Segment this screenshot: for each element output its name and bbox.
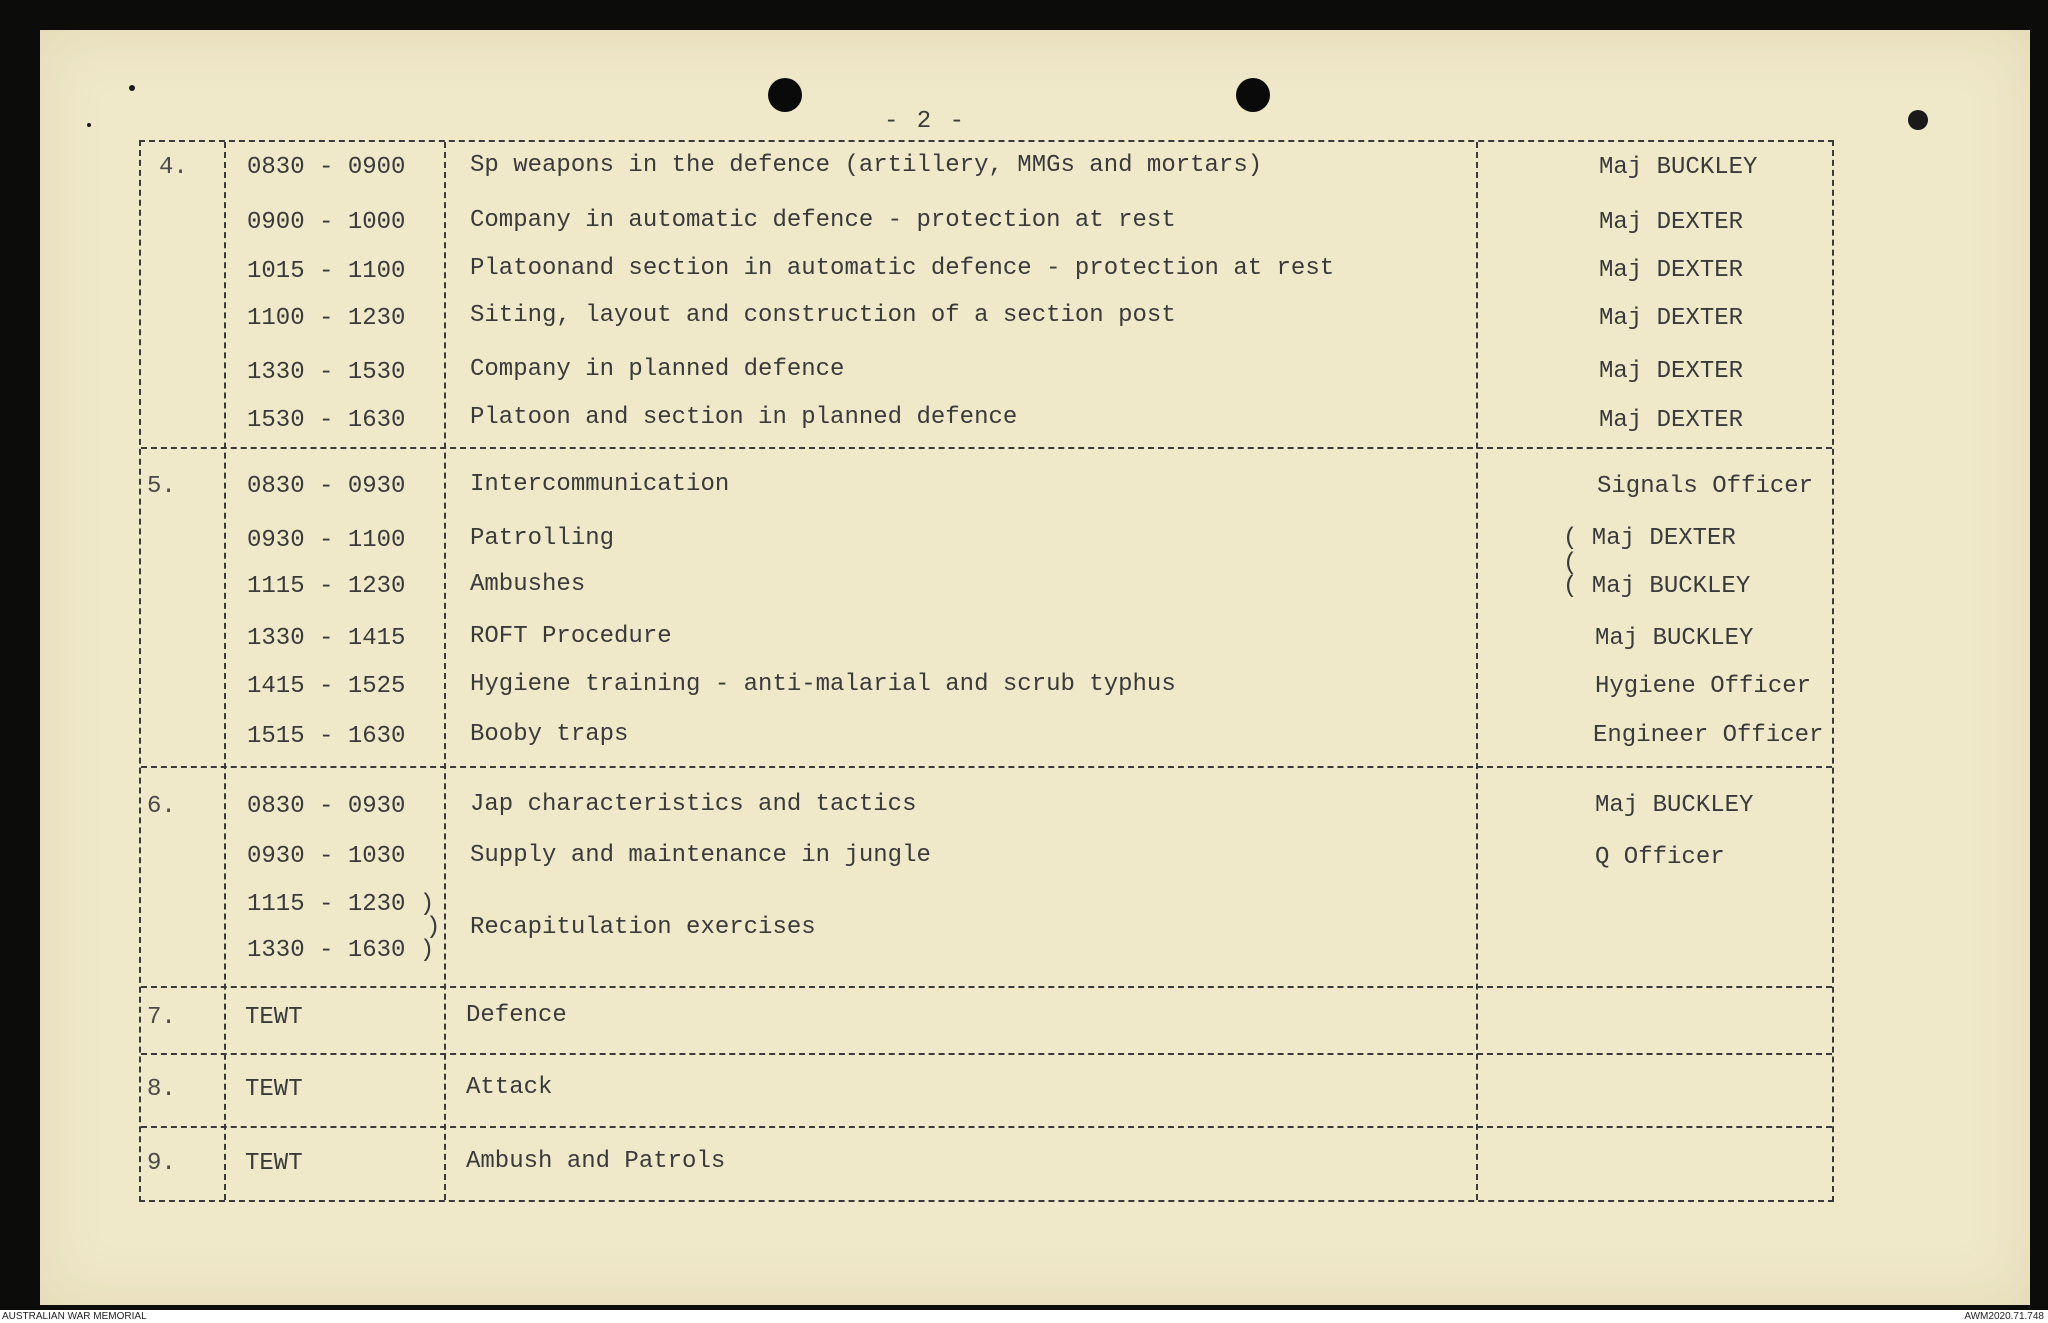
- session-time: 1015 - 1100: [247, 258, 406, 285]
- session-subject: Recapitulation exercises: [470, 914, 816, 941]
- session-time: 0830 - 0930: [247, 473, 406, 500]
- session-subject: ROFT Procedure: [470, 623, 672, 650]
- session-subject: Platoon and section in planned defence: [470, 404, 1018, 431]
- session-subject: Jap characteristics and tactics: [470, 791, 917, 818]
- session-instructor: Maj DEXTER: [1599, 209, 1744, 236]
- session-time: 1330 - 1630 ): [247, 937, 435, 964]
- session-subject: Patrolling: [470, 525, 615, 552]
- session-instructor: ( Maj BUCKLEY: [1563, 573, 1751, 600]
- session-subject: Intercommunication: [470, 471, 730, 498]
- session-time: TEWT: [245, 1004, 303, 1031]
- bracket-glyph: (: [1563, 550, 1578, 577]
- session-time: 0930 - 1100: [247, 527, 406, 554]
- session-time: 1100 - 1230: [247, 305, 406, 332]
- session-time: TEWT: [245, 1076, 303, 1103]
- session-time: TEWT: [245, 1150, 303, 1177]
- session-instructor: Engineer Officer: [1593, 722, 1824, 749]
- row-divider: [141, 986, 1832, 988]
- day-number: 9.: [147, 1150, 176, 1177]
- session-subject: Attack: [466, 1074, 553, 1101]
- row-divider: [141, 447, 1832, 449]
- paper-speck: [129, 85, 135, 91]
- session-subject: Company in automatic defence - protection at rest: [470, 207, 1176, 234]
- session-instructor: Maj DEXTER: [1599, 257, 1744, 284]
- session-instructor: Maj DEXTER: [1599, 407, 1744, 434]
- day-number: 6.: [147, 793, 176, 820]
- session-instructor: ( Maj DEXTER: [1563, 525, 1736, 552]
- session-instructor: Q Officer: [1595, 844, 1725, 871]
- session-time: 1330 - 1530: [247, 359, 406, 386]
- punch-hole-left: [768, 78, 802, 112]
- session-subject: Supply and maintenance in jungle: [470, 842, 931, 869]
- row-divider: [141, 766, 1832, 768]
- day-number: 7.: [147, 1004, 176, 1031]
- column-divider: [444, 142, 446, 1200]
- session-subject: Booby traps: [470, 721, 629, 748]
- session-subject: Ambush and Patrols: [466, 1148, 726, 1175]
- paper-tear-mark: [1908, 110, 1928, 130]
- row-divider: [141, 1053, 1832, 1055]
- day-number: 8.: [147, 1076, 176, 1103]
- day-number: 5.: [147, 473, 176, 500]
- session-subject: Siting, layout and construction of a section post: [470, 302, 1176, 329]
- session-time: 1115 - 1230: [247, 573, 406, 600]
- day-number: 4.: [159, 154, 188, 181]
- column-divider: [224, 142, 226, 1200]
- session-instructor: Maj DEXTER: [1599, 305, 1744, 332]
- training-schedule-table: [139, 140, 1834, 1202]
- row-divider: [141, 1126, 1832, 1128]
- footer-accession-number: AWM2020.71.748: [1964, 1311, 2044, 1322]
- session-time: 1115 - 1230 ): [247, 891, 435, 918]
- session-time: 1530 - 1630: [247, 407, 406, 434]
- session-instructor: Signals Officer: [1597, 473, 1814, 500]
- session-instructor: Maj BUCKLEY: [1599, 154, 1758, 181]
- session-subject: Sp weapons in the defence (artillery, MMGs and mortars): [470, 152, 1263, 179]
- session-subject: Ambushes: [470, 571, 586, 598]
- session-time: 0930 - 1030: [247, 843, 406, 870]
- session-subject: Defence: [466, 1002, 567, 1029]
- paper-speck: [87, 123, 91, 127]
- session-instructor: Maj BUCKLEY: [1595, 625, 1754, 652]
- column-divider: [1476, 142, 1478, 1200]
- session-time: 0830 - 0930: [247, 793, 406, 820]
- session-instructor: Maj BUCKLEY: [1595, 792, 1754, 819]
- session-time: 1415 - 1525: [247, 673, 406, 700]
- session-time: 0830 - 0900: [247, 154, 406, 181]
- bracket-glyph: ): [426, 914, 441, 941]
- page-number: - 2 -: [884, 108, 967, 135]
- session-subject: Hygiene training - anti-malarial and scrub typhus: [470, 671, 1176, 698]
- session-instructor: Maj DEXTER: [1599, 358, 1744, 385]
- punch-hole-right: [1236, 78, 1270, 112]
- session-time: 1330 - 1415: [247, 625, 406, 652]
- session-time: 1515 - 1630: [247, 723, 406, 750]
- footer-institution: AUSTRALIAN WAR MEMORIAL: [2, 1311, 147, 1322]
- session-instructor: Hygiene Officer: [1595, 673, 1812, 700]
- session-subject: Platoonand section in automatic defence - protection at rest: [470, 255, 1335, 282]
- session-subject: Company in planned defence: [470, 356, 845, 383]
- session-time: 0900 - 1000: [247, 209, 406, 236]
